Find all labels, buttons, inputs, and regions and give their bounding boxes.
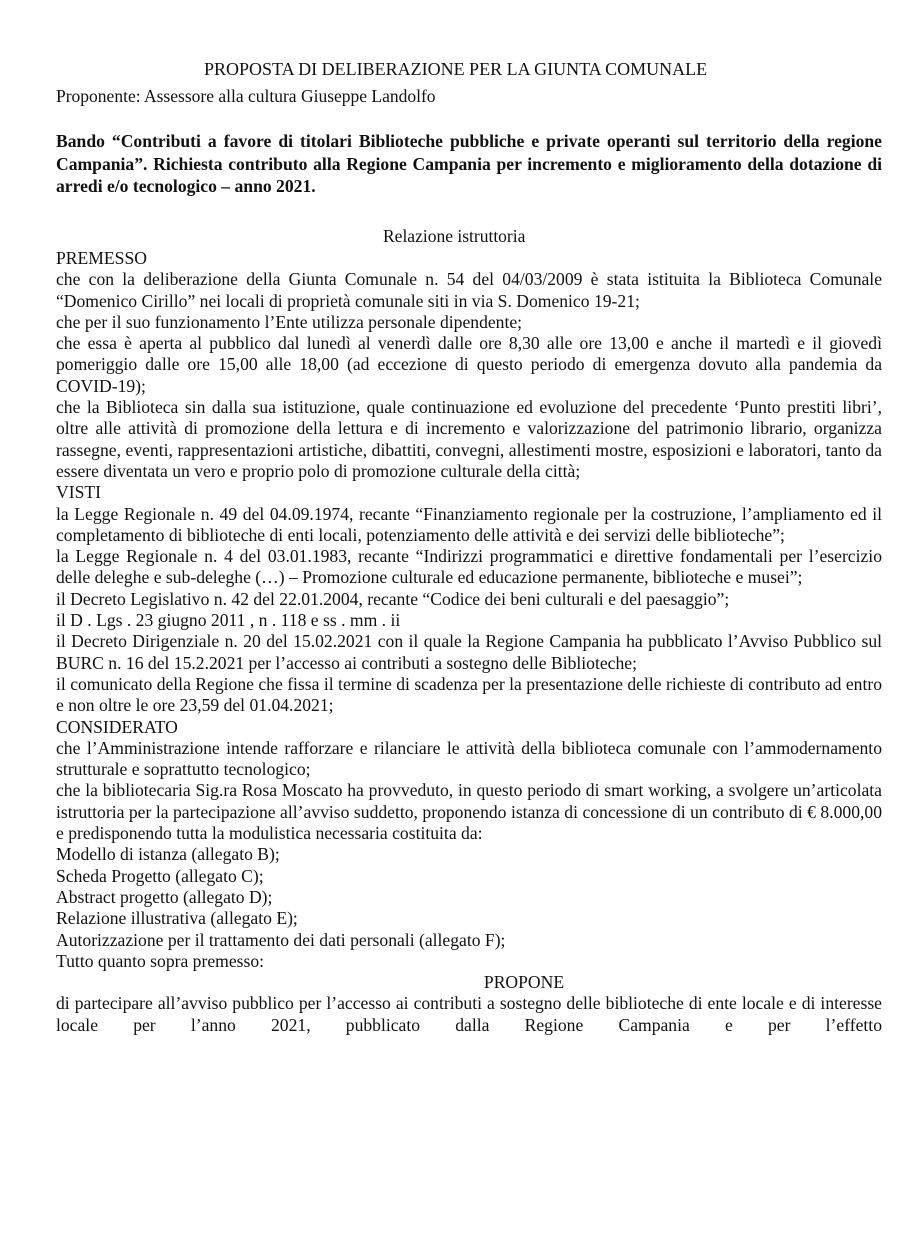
paragraph: il comunicato della Regione che fissa il termine di scadenza per la presentazione delle richieste di contributo ad entro e non oltre le ore 23,59 del 01.04.2021;: [56, 673, 882, 716]
paragraph: il D . Lgs . 23 giugno 2011 , n . 118 e ss . mm . ii: [56, 610, 401, 631]
attachment-item: Relazione illustrativa (allegato E);: [56, 908, 298, 929]
paragraph: la Legge Regionale n. 4 del 03.01.1983, recante “Indirizzi programmatici e direttive fondamentali per l’esercizio delle deleghe e sub-deleghe (…) – Promozione culturale ed educazione permanente, biblioteche e musei”;: [56, 546, 882, 588]
attachment-item: Scheda Progetto (allegato C);: [56, 865, 264, 886]
document-body: [56, 248, 882, 1036]
paragraph: che la bibliotecaria Sig.ra Rosa Moscato ha provveduto, in questo periodo di smart working, a svolgere un’articolata istruttoria per la partecipazione all’avviso suddetto, proponendo istanza di concessione di un contributo di € 8.000,00 e predisponendo tutta la modulistica necessaria costituita da:: [56, 780, 882, 844]
paragraph: che con la deliberazione della Giunta Comunale n. 54 del 04/03/2009 è stata istituita la Biblioteca Comunale “Domenico Cirillo” nei locali di proprietà comunale siti in via S. Domenico 19-21;: [56, 269, 882, 311]
paragraph: il Decreto Dirigenziale n. 20 del 15.02.2021 con il quale la Regione Campania ha pubblicato l’Avviso Pubblico sul BURC n. 16 del 15.2.2021 per l’accesso ai contributi a sostegno delle Biblioteche;: [56, 631, 882, 673]
attachment-item: Modello di istanza (allegato B);: [56, 844, 280, 865]
relazione-title: Relazione istruttoria: [383, 226, 526, 246]
paragraph: la Legge Regionale n. 49 del 04.09.1974, recante “Finanziamento regionale per la costruzione, l’ampliamento ed il completamento di biblioteche di enti locali, potenziamento delle attività e dei servizi delle biblioteche”;: [56, 503, 882, 545]
section-heading-premesso: PREMESSO: [56, 248, 147, 268]
attachment-item: Abstract progetto (allegato D);: [56, 886, 273, 907]
paragraph: il Decreto Legislativo n. 42 del 22.01.2004, recante “Codice dei beni culturali e del paesaggio”;: [56, 588, 730, 609]
section-heading-propone: PROPONE: [483, 972, 565, 993]
paragraph: che per il suo funzionamento l’Ente utilizza personale dipendente;: [56, 311, 523, 332]
subject-heading: Bando “Contributi a favore di titolari Biblioteche pubbliche e private operanti sul territorio della regione Campania”. Richiesta contributo alla Regione Campania per incremento e miglioramento della dotazione di arredi e/o tecnologico – anno 2021.: [56, 131, 882, 196]
paragraph: che la Biblioteca sin dalla sua istituzione, quale continuazione ed evoluzione del precedente ‘Punto prestiti libri’, oltre alle attività di promozione della lettura e di incremento e valorizzazione del patrimonio librario, organizza rassegne, eventi, rappresentazioni artistiche, dibattiti, convegni, allestimenti mostre, esposizioni e laboratori, tanto da essere diventata un vero e proprio polo di promozione culturale della città;: [56, 397, 882, 481]
paragraph: che essa è aperta al pubblico dal lunedì al venerdì dalle ore 8,30 alle ore 13,00 e anche il martedì e il giovedì pomeriggio dalle ore 15,00 alle 18,00 (ad eccezione di questo periodo di emergenza dovuto alla pandemia da COVID-19);: [56, 333, 882, 396]
paragraph: di partecipare all’avviso pubblico per l’accesso ai contributi a sostegno delle biblioteche di ente locale e di interesse locale per l’anno 2021, pubblicato dalla Regione Campania e per l’effetto: [56, 993, 882, 1035]
section-heading-visti: VISTI: [56, 482, 101, 503]
document-title: PROPOSTA DI DELIBERAZIONE PER LA GIUNTA COMUNALE: [204, 59, 708, 79]
closing-line: Tutto quanto sopra premesso:: [56, 950, 265, 971]
section-heading-considerato: CONSIDERATO: [56, 716, 178, 737]
paragraph: che l’Amministrazione intende rafforzare e rilanciare le attività della biblioteca comunale con l’ammodernamento strutturale e soprattutto tecnologico;: [56, 737, 882, 780]
attachment-item: Autorizzazione per il trattamento dei dati personali (allegato F);: [56, 929, 506, 950]
proponente-line: Proponente: Assessore alla cultura Giuseppe Landolfo: [56, 86, 436, 106]
